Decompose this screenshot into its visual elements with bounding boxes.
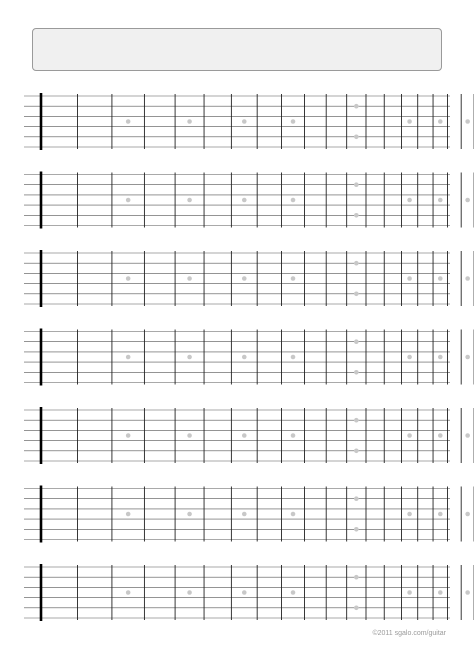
inlay-dot: [126, 433, 131, 438]
inlay-dot: [438, 355, 443, 360]
inlay-dot: [242, 276, 247, 281]
inlay-dot: [354, 449, 359, 454]
inlay-dot: [291, 276, 296, 281]
inlay-dot: [354, 261, 359, 266]
inlay-dot: [291, 433, 296, 438]
inlay-dot: [465, 590, 470, 595]
inlay-dot: [438, 433, 443, 438]
inlay-dot: [242, 433, 247, 438]
inlay-dot: [407, 355, 412, 360]
inlay-dot: [126, 355, 131, 360]
inlay-dot: [187, 590, 192, 595]
inlay-dot: [465, 355, 470, 360]
inlay-dot: [126, 198, 131, 203]
inlay-dot: [354, 213, 359, 218]
inlay-dot: [242, 590, 247, 595]
inlay-dot: [187, 119, 192, 124]
inlay-dot: [407, 198, 412, 203]
inlay-dot: [465, 512, 470, 517]
fretboard-diagram: [24, 172, 474, 229]
inlay-dot: [465, 119, 470, 124]
fretboard-diagram: [24, 407, 474, 464]
inlay-dot: [407, 276, 412, 281]
inlay-dot: [465, 276, 470, 281]
inlay-dot: [354, 104, 359, 109]
inlay-dot: [465, 433, 470, 438]
inlay-dot: [291, 512, 296, 517]
inlay-dot: [354, 135, 359, 140]
inlay-dot: [354, 182, 359, 187]
inlay-dot: [354, 575, 359, 580]
inlay-dot: [438, 119, 443, 124]
inlay-dot: [242, 512, 247, 517]
inlay-dot: [291, 590, 296, 595]
inlay-dot: [126, 276, 131, 281]
inlay-dot: [354, 292, 359, 297]
inlay-dot: [354, 339, 359, 344]
inlay-dot: [242, 355, 247, 360]
inlay-dot: [126, 119, 131, 124]
inlay-dot: [291, 355, 296, 360]
inlay-dot: [407, 512, 412, 517]
inlay-dot: [126, 512, 131, 517]
fretboard-diagram: [24, 93, 474, 150]
inlay-dot: [291, 198, 296, 203]
inlay-dot: [354, 418, 359, 423]
inlay-dot: [291, 119, 296, 124]
fretboard-diagram: [24, 250, 474, 307]
inlay-dot: [242, 198, 247, 203]
inlay-dot: [438, 512, 443, 517]
inlay-dot: [126, 590, 131, 595]
inlay-dot: [187, 433, 192, 438]
fretboard-diagram: [24, 329, 474, 386]
fretboard-diagram: [24, 486, 474, 543]
inlay-dot: [407, 590, 412, 595]
inlay-dot: [354, 496, 359, 501]
inlay-dot: [465, 198, 470, 203]
footer-credit: ©2011 sgalo.com/guitar: [372, 630, 446, 637]
fretboard-diagram: [24, 564, 474, 621]
inlay-dot: [407, 119, 412, 124]
inlay-dot: [438, 276, 443, 281]
inlay-dot: [187, 355, 192, 360]
inlay-dot: [242, 119, 247, 124]
inlay-dot: [354, 370, 359, 375]
inlay-dot: [354, 527, 359, 532]
inlay-dot: [354, 606, 359, 611]
inlay-dot: [407, 433, 412, 438]
inlay-dot: [187, 276, 192, 281]
inlay-dot: [438, 198, 443, 203]
inlay-dot: [187, 512, 192, 517]
inlay-dot: [438, 590, 443, 595]
inlay-dot: [187, 198, 192, 203]
